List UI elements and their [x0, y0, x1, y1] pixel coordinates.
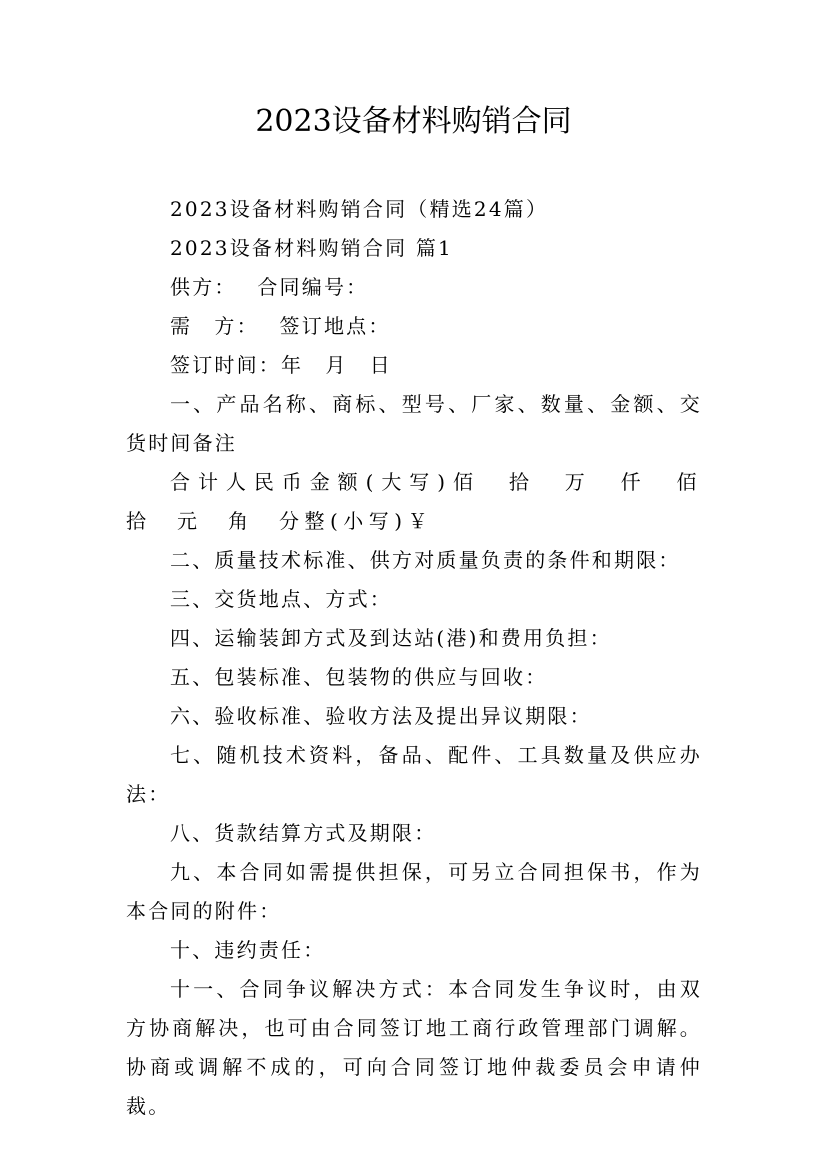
paragraph-total-amount: 合计人民币金额(大写)佰 拾 万 仟 佰 拾 元 角 分整(小写)￥	[126, 470, 728, 533]
document-title: 2023设备材料购销合同	[255, 104, 572, 139]
paragraph-item-9: 九、本合同如需提供担保，可另立合同担保书，作为本合同的附件：	[126, 860, 702, 923]
paragraph-item-10: 十、违约责任：	[170, 938, 326, 962]
paragraph-item-2: 二、质量技术标准、供方对质量负责的条件和期限：	[170, 548, 681, 572]
paragraph-buyer: 需 方： 签订地点：	[170, 314, 391, 338]
paragraph-subtitle: 2023设备材料购销合同（精选24篇）	[170, 197, 549, 221]
paragraph-supplier: 供方： 合同编号：	[170, 275, 369, 299]
paragraph-section-heading: 2023设备材料购销合同 篇1	[170, 236, 453, 260]
paragraph-item-6: 六、验收标准、验收方法及提出异议期限：	[170, 704, 592, 728]
paragraph-item-11: 十一、合同争议解决方式：本合同发生争议时，由双方协商解决，也可由合同签订地工商行政管理部门调解。协商或调解不成的，可向合同签订地仲裁委员会申请仲裁。	[126, 977, 702, 1118]
paragraph-item-3: 三、交货地点、方式：	[170, 587, 392, 611]
paragraph-item-4: 四、运输装卸方式及到达站(港)和费用负担：	[170, 626, 612, 650]
paragraph-item-7: 七、随机技术资料，备品、配件、工具数量及供应办法：	[126, 743, 702, 806]
paragraph-sign-date: 签订时间：年 月 日	[170, 353, 392, 377]
document-body	[126, 190, 728, 1126]
paragraph-item-1: 一、产品名称、商标、型号、厂家、数量、金额、交货时间备注	[126, 392, 702, 455]
paragraph-item-5: 五、包装标准、包装物的供应与回收：	[170, 665, 548, 689]
paragraph-item-8: 八、货款结算方式及期限：	[170, 821, 437, 845]
